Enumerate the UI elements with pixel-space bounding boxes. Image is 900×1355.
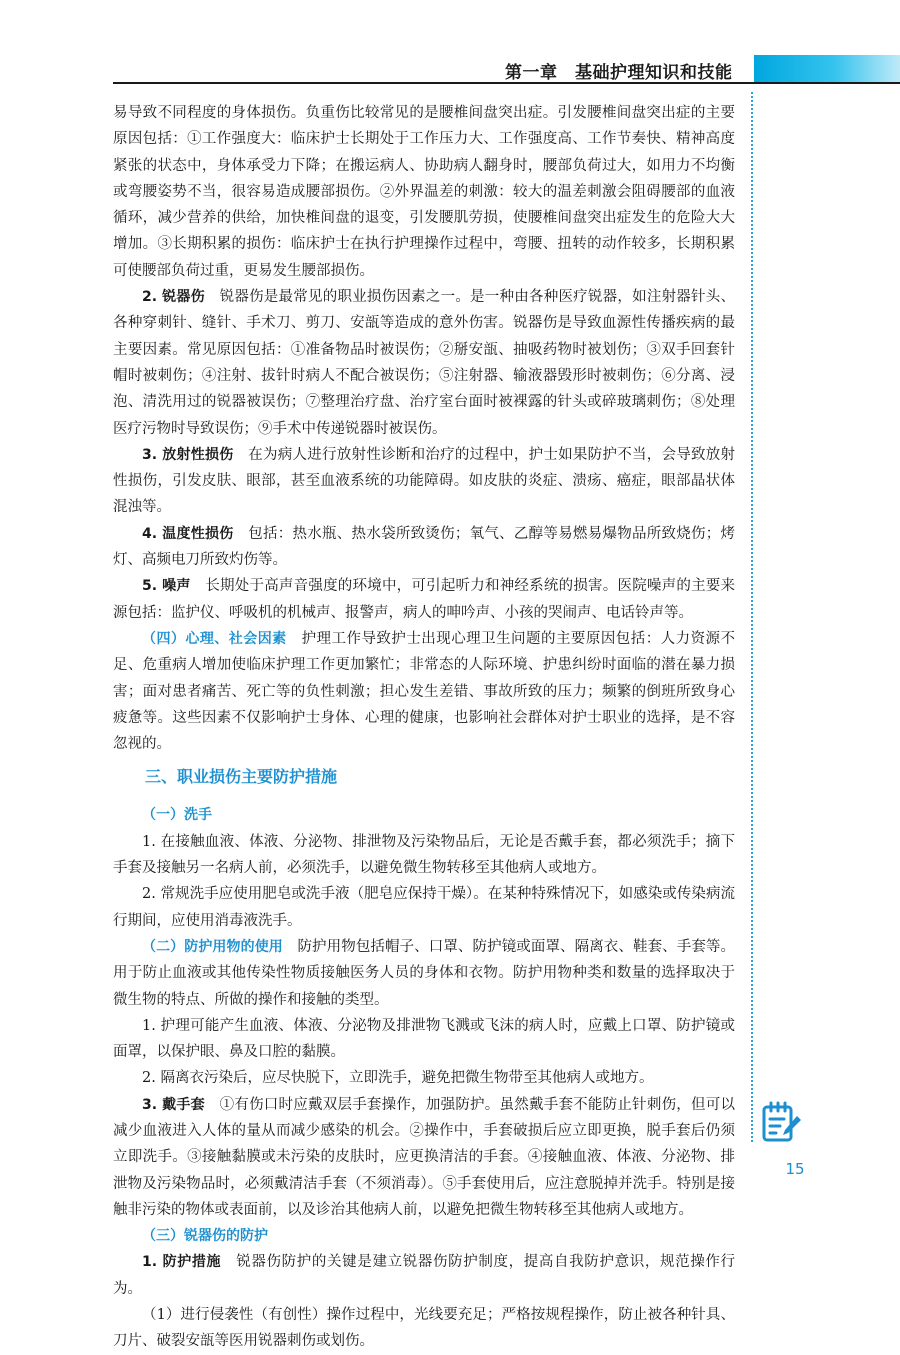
- page-number: 15: [785, 1160, 805, 1178]
- margin-dotted-line: [751, 92, 753, 1142]
- paragraph-protective-gear-1: 1. 护理可能产生血液、体液、分泌物及排泄物飞溅或飞沫的病人时，应戴上口罩、防护镜或面罩，以保护眼、鼻及口腔的黏膜。: [113, 1017, 735, 1061]
- paragraph-text: 锐器伤是最常见的职业损伤因素之一。是一种由各种医疗锐器，如注射器针头、各种穿刺针、缝针、手术刀、剪刀、安瓿等造成的意外伤害。锐器伤是导致血源性传播疾病的最主要因素。常见原因包括：①准备物品时被误伤；②掰安瓿、抽吸药物时被划伤；③双手回套针帽时被刺伤；④注射、拔针时病人不配合被误伤；⑤注射器、输液器毁形时被刺伤；⑥分离、浸泡、清洗用过的锐器被误伤；⑦整理治疗盘、治疗室台面时被裸露的针头或碎玻璃刺伤；⑧处理医疗污物时导致误伤；⑨手术中传递锐器时被误伤。: [113, 289, 736, 437]
- paragraph-handwashing-1: 1. 在接触血液、体液、分泌物、排泄物及污染物品后，无论是否戴手套，都必须洗手；摘下手套及接触另一名病人前，必须洗手，以避免微生物转移至其他病人或地方。: [113, 833, 735, 877]
- item-label: 1. 防护措施: [142, 1254, 222, 1271]
- paragraph-text: 防护用物包括帽子、口罩、防护镜或面罩、隔离衣、鞋套、手套等。用于防止血液或其他传染性物质接触医务人员的身体和衣物。防护用物种类和数量的选择取决于微生物的特点、所做的操作和接触的类型。: [113, 938, 736, 1008]
- paragraph-protective-gear: [113, 934, 735, 1013]
- subsection-heading-sharps: （三）锐器伤的防护: [142, 1228, 268, 1245]
- chapter-title: 第一章 基础护理知识和技能: [505, 63, 733, 83]
- item-label: 2. 锐器伤: [142, 289, 205, 306]
- paragraph-gloves: [113, 1092, 735, 1223]
- paragraph-text: 包括：热水瓶、热水袋所致烫伤；氧气、乙醇等易燃易爆物品所致烧伤；烤灯、高频电刀所致灼伤等。: [113, 525, 736, 569]
- paragraph-protective-gear-2: 2. 隔离衣污染后，应尽快脱下，立即洗手，避免把微生物带至其他病人或地方。: [142, 1070, 654, 1087]
- item-label: 4. 温度性损伤: [142, 525, 234, 542]
- page-content: [113, 100, 735, 1355]
- paragraph-text: ①有伤口时应戴双层手套操作，加强防护。虽然戴手套不能防止针刺伤，但可以减少血液进入人体的量从而减少感染的机会。②操作中，手套破损后应立即更换，脱手套后仍须立即洗手。③接触黏膜或未污染的皮肤时，应更换清洁的手套。④接触血液、体液、分泌物、排泄物及污染物品时，必须戴清洁手套（不须消毒）。⑤手套使用后，应注意脱掉并洗手。特别是接触非污染的物体或表面前，以及诊治其他病人前，以避免把微生物转移至其他病人或地方。: [113, 1096, 736, 1218]
- paragraph-text: 在为病人进行放射性诊断和治疗的过程中，护士如果防护不当，会导致放射性损伤，引发皮肤、眼部，甚至血液系统的功能障碍。如皮肤的炎症、溃疡、癌症，眼部晶状体混浊等。: [113, 446, 736, 516]
- subsection-label: （二）防护用物的使用: [142, 938, 283, 955]
- header-color-tab: [754, 55, 900, 82]
- paragraph-noise: [113, 573, 735, 626]
- notepad-pen-icon: [761, 1100, 803, 1144]
- paragraph-sharps-measures: [113, 1249, 735, 1302]
- paragraph-thermal-injury: [113, 521, 735, 574]
- paragraph-lumbar-injury: 易导致不同程度的身体损伤。负重伤比较常见的是腰椎间盘突出症。引发腰椎间盘突出症的主要原因包括：①工作强度大：临床护士长期处于工作压力大、工作强度高、工作节奏快、精神高度紧张的状态中，身体承受力下降；在搬运病人、协助病人翻身时，腰部负荷过大，如用力不均衡或弯腰姿势不当，很容易造成腰部损伤。②外界温差的刺激：较大的温差刺激会阻碍腰部的血液循环，减少营养的供给，加快椎间盘的退变，引发腰肌劳损，使腰椎间盘突出症发生的危险大大增加。③长期积累的损伤：临床护士在执行护理操作过程中，弯腰、扭转的动作较多，长期积累可使腰部负荷过重，更易发生腰部损伤。: [113, 105, 735, 279]
- paragraph-sharps-measures-1: （1）进行侵袭性（有创性）操作过程中，光线要充足；严格按规程操作，防止被各种针具、刀片、破裂安瓿等医用锐器刺伤或划伤。: [113, 1307, 735, 1350]
- paragraph-text: 锐器伤防护的关键是建立锐器伤防护制度，提高自我防护意识，规范操作行为。: [113, 1254, 736, 1297]
- paragraph-psychosocial: [113, 626, 735, 757]
- subsection-heading-handwashing: （一）洗手: [142, 807, 212, 824]
- paragraph-handwashing-2: 2. 常规洗手应使用肥皂或洗手液（肥皂应保持干燥）。在某种特殊情况下，如感染或传染病流行期间，应使用消毒液洗手。: [113, 886, 735, 929]
- paragraph-sharps-injury: [113, 284, 735, 442]
- section-heading: 三、职业损伤主要防护措施: [145, 767, 338, 787]
- paragraph-text: 长期处于高声音强度的环境中，可引起听力和神经系统的损害。医院噪声的主要来源包括：监护仪、呼吸机的机械声、报警声，病人的呻吟声、小孩的哭闹声、电话铃声等。: [113, 578, 736, 621]
- paragraph-radiation-injury: [113, 442, 735, 521]
- item-label: 3. 放射性损伤: [142, 446, 234, 463]
- item-label: 3. 戴手套: [142, 1096, 205, 1113]
- item-label: 5. 噪声: [142, 578, 191, 595]
- paragraph-text: 护理工作导致护士出现心理卫生问题的主要原因包括：人力资源不足、危重病人增加使临床护理工作更加繁忙；非常态的人际环境、护患纠纷时面临的潜在暴力损害；面对患者痛苦、死亡等的负性刺激；担心发生差错、事故所致的压力；频繁的倒班所致身心疲惫等。这些因素不仅影响护士身体、心理的健康，也影响社会群体对护士职业的选择，是不容忽视的。: [113, 630, 736, 753]
- subsection-label: （四）心理、社会因素: [142, 630, 287, 647]
